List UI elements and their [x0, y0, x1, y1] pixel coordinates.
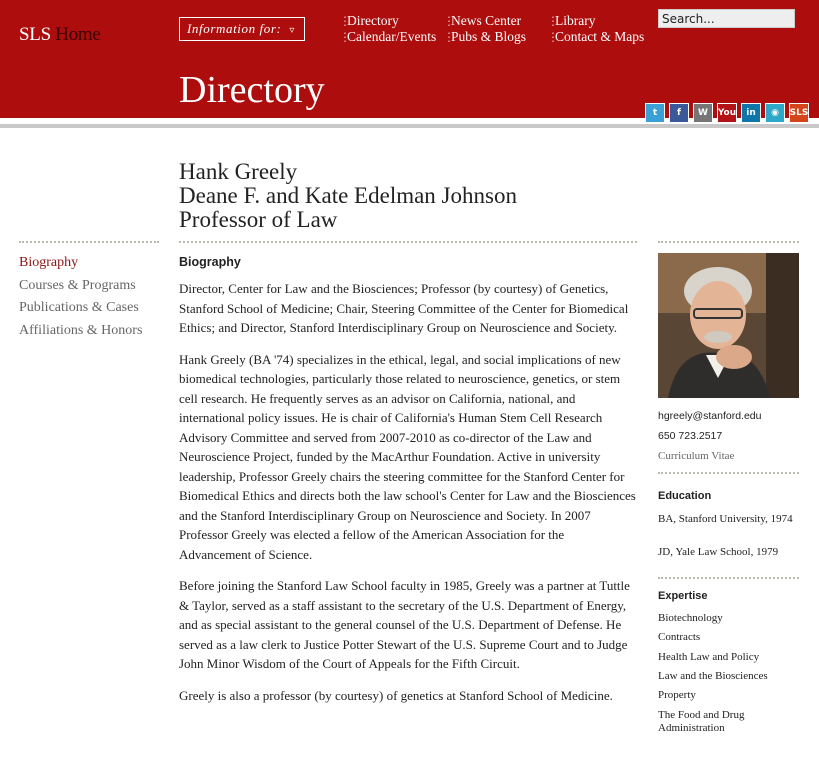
education-divider [658, 472, 799, 474]
bio-paragraph: Director, Center for Law and the Biosciences; Professor (by courtesy) of Genetics, Stanford School of Medicine; Chair, Steering Committee of the Center for Biomedical Ethics; and Director, Stanford Interdisciplinary Group on Neuroscience and Society. [179, 281, 629, 335]
expertise-divider [658, 577, 799, 579]
education-item: BA, Stanford University, 1974 [658, 513, 793, 525]
linkedin-icon[interactable]: in [741, 103, 761, 123]
nav-column-3 [547, 13, 644, 45]
education-item: JD, Yale Law School, 1979 [658, 546, 779, 558]
biography-heading: Biography [179, 255, 241, 269]
expertise-item[interactable]: Law and the Biosciences [658, 670, 768, 682]
site-header [0, 0, 819, 118]
nav-publications-cases[interactable]: Publications & Cases [19, 300, 139, 316]
logo-sls: SLS [19, 24, 51, 45]
expertise-item[interactable]: Contracts [658, 631, 701, 643]
header-divider [0, 124, 819, 128]
information-for-button[interactable] [179, 17, 305, 41]
facebook-icon[interactable]: f [669, 103, 689, 123]
expertise-item[interactable]: The Food and Drug Administration [658, 709, 745, 734]
main-divider [179, 241, 637, 243]
expertise-heading: Expertise [658, 590, 708, 602]
expertise-item[interactable]: Biotechnology [658, 612, 723, 624]
wordpress-icon[interactable]: W [693, 103, 713, 123]
page-title: Directory [179, 69, 325, 111]
profile-name: Hank Greely [179, 159, 298, 184]
profile-title-line2: Professor of Law [179, 207, 338, 232]
phone-number: 650 723.2517 [658, 430, 723, 442]
chevron-down-icon: ▿ [289, 25, 295, 36]
nav-directory[interactable]: ⋮ Directory [339, 13, 436, 29]
profile-heading [179, 160, 517, 232]
bio-paragraph: Hank Greely (BA '74) specializes in the ethical, legal, and social implications of new biomedical technologies, particularly those related to neuroscience, genetics, or stem cell research. He frequently serves as an advisor on California, national, and international policy issues. He is chair of California's Human Stem Cell Research Advisory Committee and served from 2007-2010 as co-director of the Law and Neuroscience Project, funded by the MacArthur Foundation. Active in university leadership, Professor Greely chairs the steering committee for the Stanford Center for Biomedical Ethics and directs both the law school's Center for Law and the Biosciences and the Stanford Interdisciplinary Group on Neuroscience and Society. In 2007 Professor Greely was elected a fellow of the American Association for the Advancement of Science. [179, 351, 636, 562]
sls-icon[interactable]: SLS [789, 103, 809, 123]
expertise-item[interactable]: Property [658, 689, 696, 701]
profile-nav [19, 252, 142, 343]
bio-paragraph: Before joining the Stanford Law School faculty in 1985, Greely was a partner at Tuttle & Taylor, served as a staff assistant to the secretary of the U.S. Department of Energy, and as special assistant to the general counsel of the U.S. Department of Defense. He served as a law clerk to Justice Potter Stewart of the U.S. Supreme Court and to Judge John Minor Wisdom of the Court of Appeals for the Fifth Circuit. [179, 578, 630, 671]
profile-photo [658, 253, 799, 398]
nav-column-2 [443, 13, 526, 45]
nav-calendar-events[interactable]: ⋮ Calendar/Events [339, 29, 436, 45]
nav-library[interactable]: ⋮ Library [547, 13, 644, 29]
information-for-label: Information for: [187, 21, 282, 36]
nav-biography[interactable]: Biography [19, 255, 79, 270]
email-link[interactable]: hgreely@stanford.edu [658, 410, 762, 422]
nav-column-1 [339, 13, 436, 45]
expertise-item[interactable]: Health Law and Policy [658, 651, 760, 663]
nav-pubs-blogs[interactable]: ⋮ Pubs & Blogs [443, 29, 526, 45]
social-icons [645, 103, 809, 123]
itunes-icon[interactable]: ◉ [765, 103, 785, 123]
sls-home-logo[interactable] [19, 24, 101, 46]
nav-affiliations-honors[interactable]: Affiliations & Honors [19, 323, 143, 339]
nav-courses-programs[interactable]: Courses & Programs [19, 277, 136, 293]
youtube-icon[interactable]: You [717, 103, 737, 123]
logo-home: Home [55, 24, 101, 45]
profile-title-line1: Deane F. and Kate Edelman Johnson [179, 183, 517, 208]
nav-news-center[interactable]: ⋮ News Center [443, 13, 526, 29]
nav-contact-maps[interactable]: ⋮ Contact & Maps [547, 29, 644, 45]
left-divider [19, 241, 159, 243]
right-divider [658, 241, 799, 243]
education-heading: Education [658, 490, 712, 502]
profile-sidebar [658, 253, 808, 466]
search-input[interactable] [658, 9, 795, 28]
twitter-icon[interactable]: t [645, 103, 665, 123]
bio-paragraph: Greely is also a professor (by courtesy) of genetics at Stanford School of Medicine. [179, 687, 613, 703]
biography-section [179, 255, 637, 717]
cv-link[interactable]: Curriculum Vitae [658, 450, 735, 462]
